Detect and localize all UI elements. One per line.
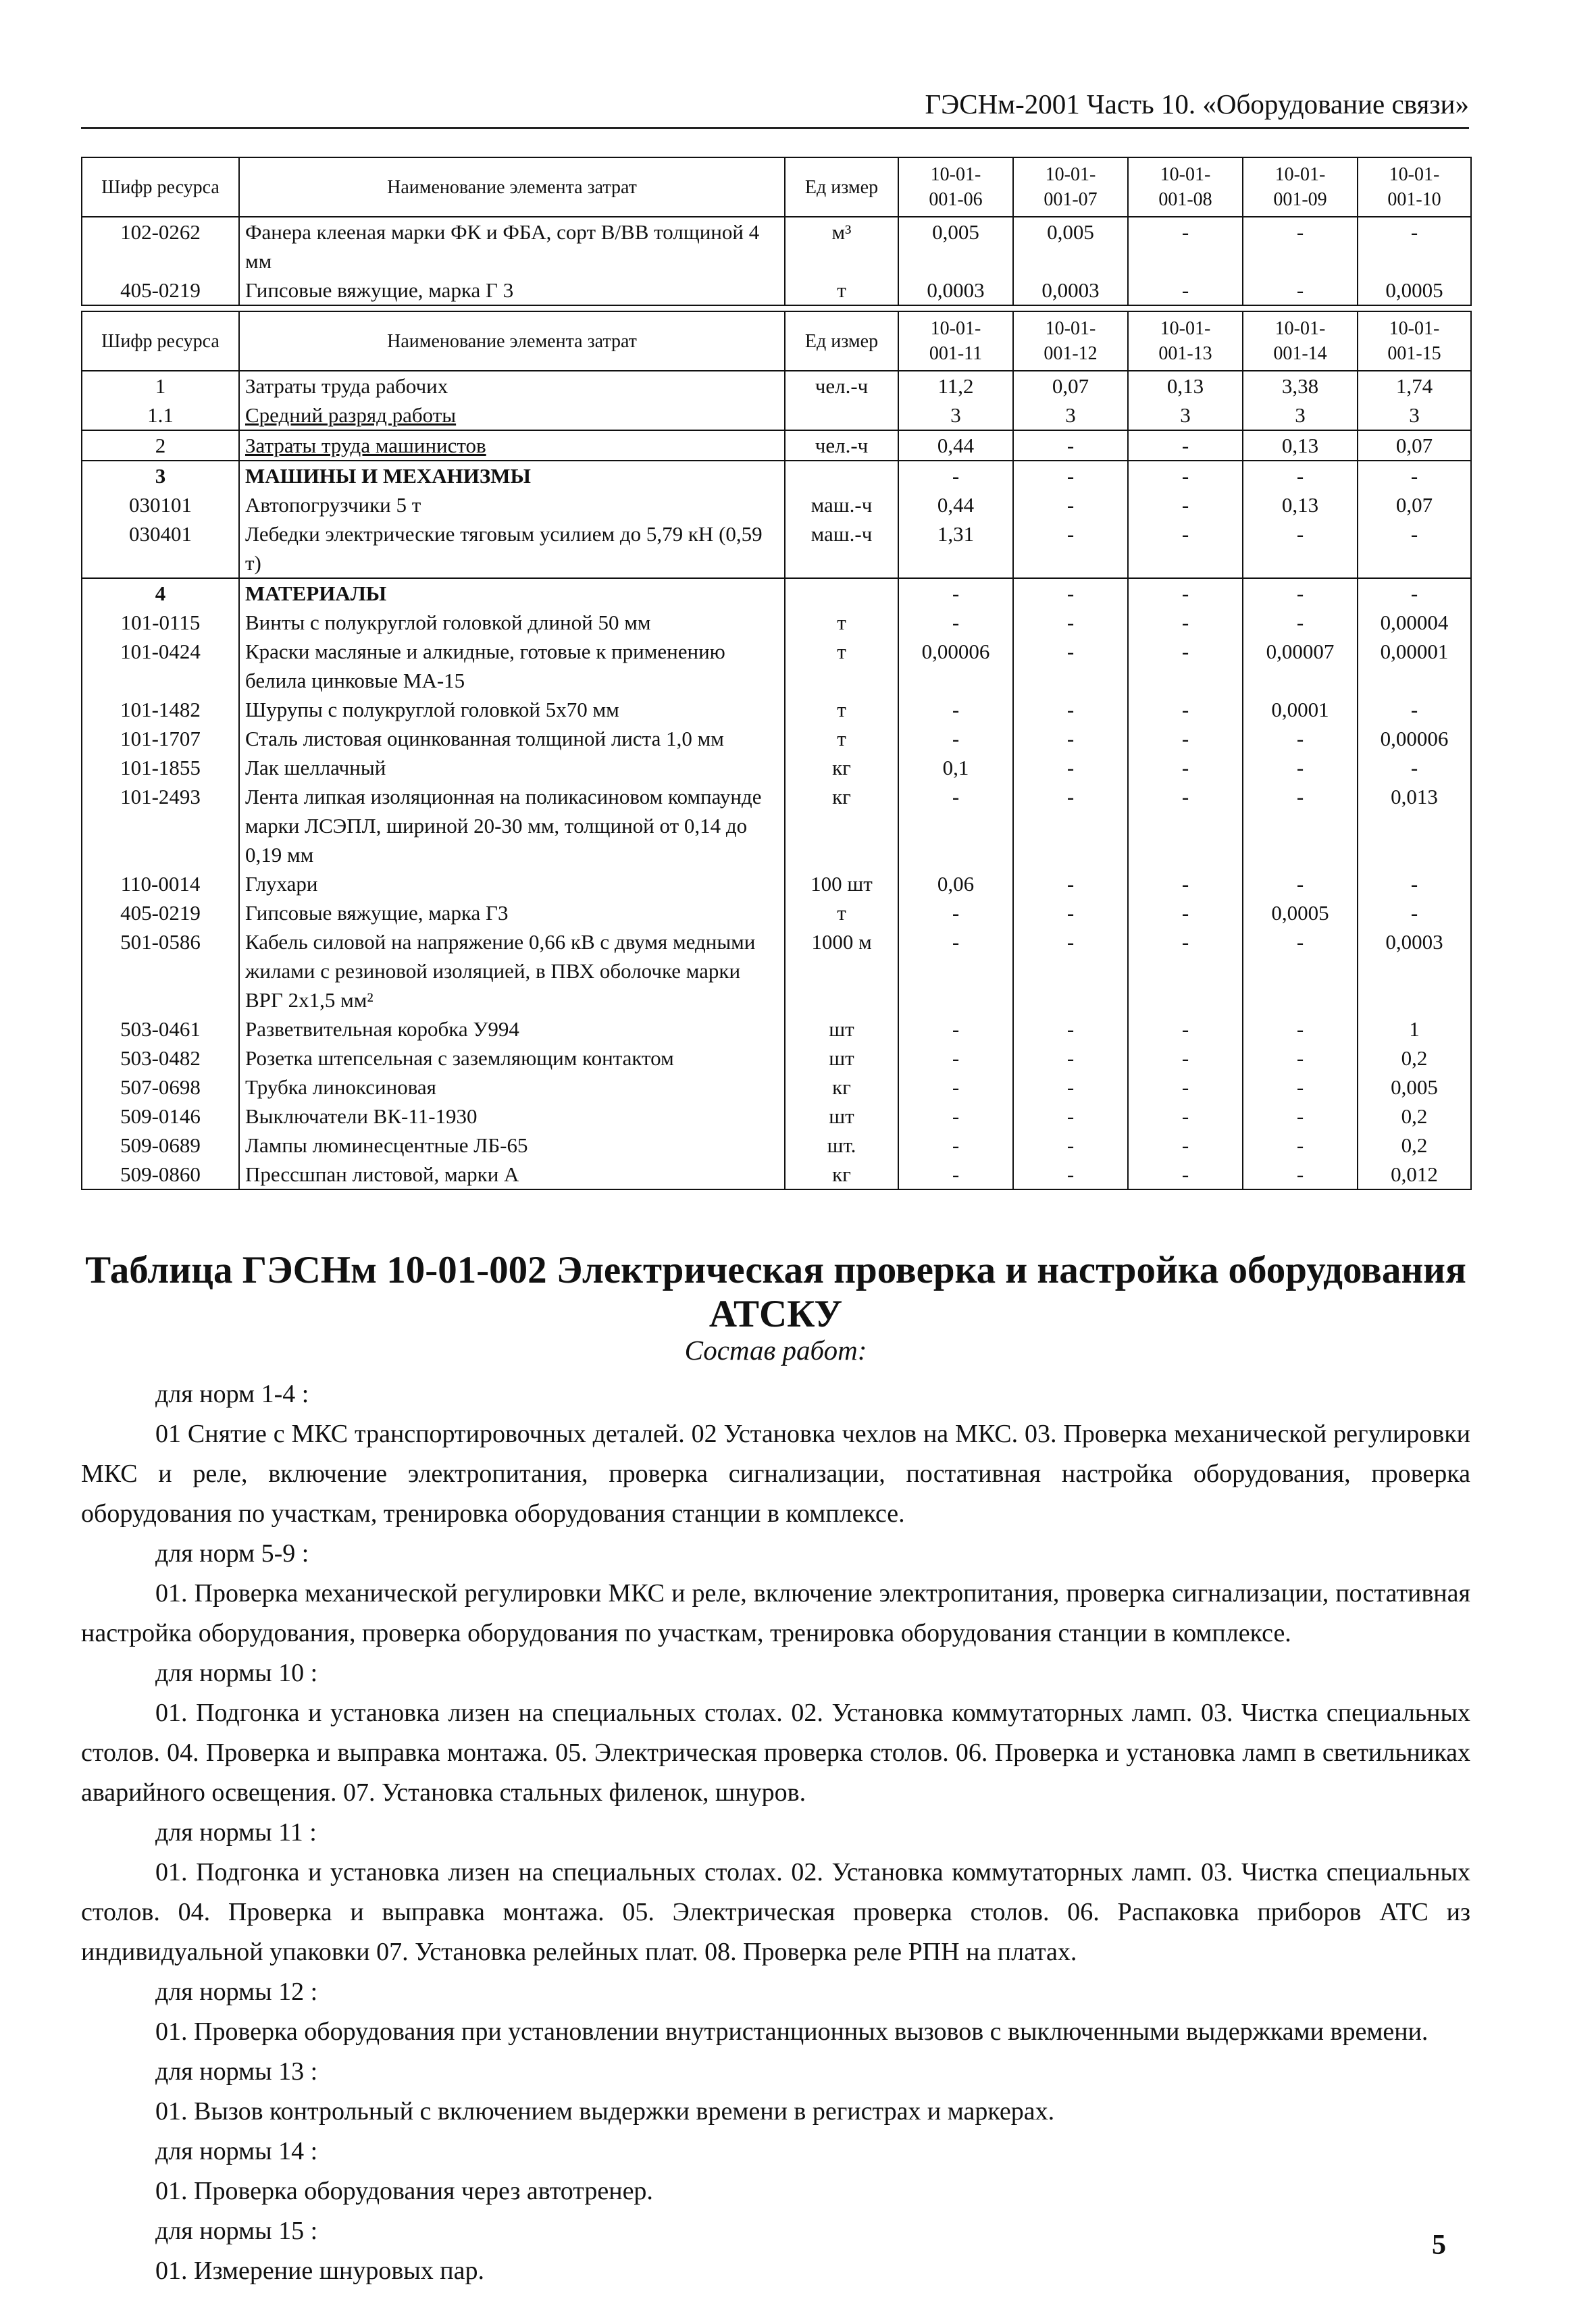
table-row <box>82 782 1471 869</box>
value-cell: - <box>1013 927 1128 1014</box>
resource-name: Краски масляные и алкидные, готовые к применению белила цинковые МА-15 <box>239 637 785 695</box>
value-cell: - <box>1128 724 1243 753</box>
resource-name: Затраты труда рабочих <box>239 371 785 401</box>
value-cell: 0,00006 <box>1358 724 1471 753</box>
value-cell: - <box>898 1044 1013 1073</box>
value-cell: 3 <box>898 401 1013 430</box>
table-title: Таблица ГЭСНм 10-01-002 Электрическая проверка и настройка оборудования АТСКУ <box>85 1249 1466 1335</box>
resource-name: Винты с полукруглой головкой длиной 50 мм <box>239 608 785 637</box>
unit-cell: шт. <box>785 1131 898 1160</box>
resource-name: Затраты труда машинистов <box>239 430 785 461</box>
norm-label: для нормы 12 : <box>155 1978 318 2006</box>
value-cell: 3,38 <box>1243 371 1358 401</box>
value-cell: - <box>1128 898 1243 927</box>
value-cell: 0,0003 <box>1013 276 1128 305</box>
table-row <box>82 401 1471 430</box>
value-cell: - <box>1128 461 1243 490</box>
resource-name: Гипсовые вяжущие, марка Г 3 <box>239 276 785 305</box>
value-cell: - <box>1358 578 1471 608</box>
resource-name: Сталь листовая оцинкованная толщиной листа 1,0 мм <box>239 724 785 753</box>
resource-code: 509-0860 <box>82 1160 239 1189</box>
value-cell: - <box>1128 869 1243 898</box>
value-cell: - <box>1128 608 1243 637</box>
resource-code: 503-0482 <box>82 1044 239 1073</box>
value-cell: - <box>1013 898 1128 927</box>
column-header: 10-01- 001-06 <box>898 157 1013 217</box>
table-row <box>82 927 1471 1014</box>
unit-cell: т <box>785 898 898 927</box>
unit-cell: т <box>785 608 898 637</box>
column-header: 10-01- 001-10 <box>1358 157 1471 217</box>
value-cell: - <box>1128 1102 1243 1131</box>
work-composition <box>81 1331 1470 2291</box>
resource-code: 507-0698 <box>82 1073 239 1102</box>
resource-code: 3 <box>82 461 239 490</box>
column-header: 10-01- 001-07 <box>1013 157 1128 217</box>
table-row <box>82 1014 1471 1044</box>
value-cell: - <box>1013 637 1128 695</box>
resource-name: Лента липкая изоляционная на поликасиновом компаунде марки ЛСЭПЛ, шириной 20-30 мм, толщиной от 0,14 до 0,19 мм <box>239 782 785 869</box>
norm-label: для нормы 11 : <box>155 1818 317 1847</box>
norm-text: 01. Подгонка и установка лизен на специальных столах. 02. Установка коммутаторных ламп. 03. Чистка специальных столов. 04. Проверка и выправка монтажа. 05. Электрическая проверка столов. 06. Распаковка приборов АТС из индивидуальной упаковки 07. Установка релейных плат. 08. Проверка реле РПН на платах. <box>81 1858 1470 1966</box>
value-cell: 0,0003 <box>1358 927 1471 1014</box>
value-cell: 0,2 <box>1358 1102 1471 1131</box>
value-cell: 0,06 <box>898 869 1013 898</box>
value-cell: 1,31 <box>898 519 1013 578</box>
resource-name: МАТЕРИАЛЫ <box>239 578 785 608</box>
value-cell: 0,13 <box>1243 490 1358 519</box>
table-row <box>82 724 1471 753</box>
value-cell: - <box>1013 1131 1128 1160</box>
value-cell: - <box>1358 695 1471 724</box>
value-cell: 0,00001 <box>1358 637 1471 695</box>
resource-name: Лебедки электрические тяговым усилием до 5,79 кН (0,59 т) <box>239 519 785 578</box>
value-cell: 0,00006 <box>898 637 1013 695</box>
unit-cell: м³ <box>785 217 898 276</box>
table-row <box>82 1160 1471 1189</box>
value-cell: - <box>1243 1014 1358 1044</box>
resource-name: Разветвительная коробка У994 <box>239 1014 785 1044</box>
value-cell: - <box>1013 753 1128 782</box>
resource-code: 509-0689 <box>82 1131 239 1160</box>
value-cell: - <box>898 461 1013 490</box>
value-cell: - <box>1243 217 1358 276</box>
value-cell: - <box>1243 1160 1358 1189</box>
unit-cell: шт <box>785 1044 898 1073</box>
value-cell: 0,13 <box>1128 371 1243 401</box>
value-cell: - <box>1243 1102 1358 1131</box>
unit-cell <box>785 461 898 490</box>
table-row <box>82 1102 1471 1131</box>
column-header: Наименование элемента затрат <box>239 311 785 371</box>
value-cell: 0,005 <box>898 217 1013 276</box>
value-cell: - <box>1128 1044 1243 1073</box>
table-row <box>82 1131 1471 1160</box>
value-cell: 0,44 <box>898 430 1013 461</box>
value-cell: - <box>1013 461 1128 490</box>
value-cell: 0,00004 <box>1358 608 1471 637</box>
value-cell: - <box>1128 578 1243 608</box>
resource-code: 101-0424 <box>82 637 239 695</box>
column-header: 10-01- 001-09 <box>1243 157 1358 217</box>
value-cell: - <box>898 1073 1013 1102</box>
resource-table-2 <box>81 311 1472 1190</box>
table-row <box>82 753 1471 782</box>
table-row <box>82 637 1471 695</box>
unit-cell: чел.-ч <box>785 371 898 401</box>
unit-cell: шт <box>785 1102 898 1131</box>
resource-code: 503-0461 <box>82 1014 239 1044</box>
value-cell: - <box>898 898 1013 927</box>
norm-text: 01. Проверка оборудования при установлении внутристанционных вызовов с выключенными выдержками времени. <box>155 2017 1428 2046</box>
value-cell: - <box>1013 1102 1128 1131</box>
value-cell: - <box>898 578 1013 608</box>
column-header: 10-01- 001-15 <box>1358 311 1471 371</box>
value-cell: 3 <box>1128 401 1243 430</box>
value-cell: - <box>1358 898 1471 927</box>
value-cell: - <box>1128 217 1243 276</box>
value-cell: - <box>898 695 1013 724</box>
norm-label: для нормы 10 : <box>155 1659 318 1687</box>
value-cell: 0,07 <box>1013 371 1128 401</box>
resource-name: Прессшпан листовой, марки А <box>239 1160 785 1189</box>
norm-text: 01. Проверка механической регулировки МКС и реле, включение электропитания, проверка сигнализации, постативная настройка оборудования, проверка оборудования по участкам, тренировка оборудования станции в комплексе. <box>81 1579 1470 1647</box>
resource-code: 1 <box>82 371 239 401</box>
value-cell: 0,2 <box>1358 1044 1471 1073</box>
value-cell: 0,005 <box>1358 1073 1471 1102</box>
table-row <box>82 519 1471 578</box>
value-cell: 3 <box>1358 401 1471 430</box>
value-cell: - <box>1243 578 1358 608</box>
norm-text: 01. Подгонка и установка лизен на специальных столах. 02. Установка коммутаторных ламп. 03. Чистка специальных столов. 04. Проверка и выправка монтажа. 05. Электрическая проверка столов. 06. Проверка и установка ламп в светильниках аварийного освещения. 07. Установка стальных филенок, шнуров. <box>81 1699 1470 1807</box>
unit-cell: кг <box>785 753 898 782</box>
column-header: Ед измер <box>785 311 898 371</box>
column-header: Шифр ресурса <box>82 311 239 371</box>
value-cell: - <box>1128 753 1243 782</box>
value-cell: - <box>1128 276 1243 305</box>
value-cell: - <box>1243 724 1358 753</box>
resource-code: 102-0262 <box>82 217 239 276</box>
value-cell: - <box>1243 276 1358 305</box>
value-cell: - <box>1358 869 1471 898</box>
unit-cell: кг <box>785 1073 898 1102</box>
table-row <box>82 695 1471 724</box>
value-cell: - <box>1128 430 1243 461</box>
resource-code: 405-0219 <box>82 898 239 927</box>
value-cell: 0,0001 <box>1243 695 1358 724</box>
value-cell: - <box>1013 1044 1128 1073</box>
value-cell: 0,0003 <box>898 276 1013 305</box>
table-row <box>82 1073 1471 1102</box>
unit-cell <box>785 401 898 430</box>
resource-table-1 <box>81 157 1472 306</box>
resource-code: 4 <box>82 578 239 608</box>
value-cell: - <box>1128 637 1243 695</box>
unit-cell: маш.-ч <box>785 519 898 578</box>
resource-code: 110-0014 <box>82 869 239 898</box>
value-cell: - <box>1243 927 1358 1014</box>
unit-cell: 1000 м <box>785 927 898 1014</box>
resource-code: 2 <box>82 430 239 461</box>
value-cell: - <box>1243 753 1358 782</box>
value-cell: - <box>1013 1073 1128 1102</box>
value-cell: - <box>1128 1073 1243 1102</box>
norm-text: 01. Измерение шнуровых пар. <box>155 2257 485 2285</box>
page-number: 5 <box>1432 2230 1446 2261</box>
column-header: 10-01- 001-08 <box>1128 157 1243 217</box>
norm-text: 01. Проверка оборудования через автотренер. <box>155 2177 653 2205</box>
resource-name: Гипсовые вяжущие, марка Г3 <box>239 898 785 927</box>
value-cell: - <box>1128 1160 1243 1189</box>
norm-label: для норм 5-9 : <box>155 1539 309 1568</box>
value-cell: - <box>1243 782 1358 869</box>
column-header: 10-01- 001-13 <box>1128 311 1243 371</box>
value-cell: - <box>1013 608 1128 637</box>
table-row <box>82 430 1471 461</box>
value-cell: - <box>1128 695 1243 724</box>
value-cell: - <box>1128 1131 1243 1160</box>
value-cell: 0,1 <box>898 753 1013 782</box>
table-row <box>82 490 1471 519</box>
norm-text: 01 Снятие с МКС транспортировочных деталей. 02 Установка чехлов на МКС. 03. Проверка механической регулировки МКС и реле, включение электропитания, проверка сигнализации, постативная настройка оборудования, проверка оборудования по участкам, тренировка оборудования станции в комплексе. <box>81 1420 1470 1528</box>
value-cell: - <box>1243 608 1358 637</box>
column-header: Наименование элемента затрат <box>239 157 785 217</box>
table-row <box>82 1044 1471 1073</box>
resource-code: 509-0146 <box>82 1102 239 1131</box>
column-header: 10-01- 001-12 <box>1013 311 1128 371</box>
value-cell: - <box>1243 869 1358 898</box>
resource-name: Лампы люминесцентные ЛБ-65 <box>239 1131 785 1160</box>
resource-code: 101-1855 <box>82 753 239 782</box>
table-row <box>82 608 1471 637</box>
resource-name: Фанера клееная марки ФК и ФБА, сорт В/ВВ толщиной 4 мм <box>239 217 785 276</box>
value-cell: 0,07 <box>1358 490 1471 519</box>
norm-label: для нормы 14 : <box>155 2137 318 2165</box>
resource-code: 405-0219 <box>82 276 239 305</box>
norm-label: для нормы 15 : <box>155 2217 318 2245</box>
value-cell: - <box>1128 782 1243 869</box>
table-row <box>82 578 1471 608</box>
unit-cell: т <box>785 724 898 753</box>
value-cell: - <box>1013 519 1128 578</box>
resource-name: Розетка штепсельная с заземляющим контактом <box>239 1044 785 1073</box>
table-row <box>82 371 1471 401</box>
column-header: Шифр ресурса <box>82 157 239 217</box>
unit-cell: чел.-ч <box>785 430 898 461</box>
table-row <box>82 276 1471 305</box>
unit-cell: т <box>785 276 898 305</box>
value-cell: 0,2 <box>1358 1131 1471 1160</box>
value-cell: - <box>898 1102 1013 1131</box>
value-cell: 0,0005 <box>1358 276 1471 305</box>
value-cell: - <box>1243 461 1358 490</box>
value-cell: 1,74 <box>1358 371 1471 401</box>
resource-name: Выключатели ВК-11-1930 <box>239 1102 785 1131</box>
value-cell: - <box>1358 461 1471 490</box>
value-cell: 0,44 <box>898 490 1013 519</box>
value-cell: - <box>1243 1131 1358 1160</box>
value-cell: - <box>1013 695 1128 724</box>
value-cell: - <box>1358 753 1471 782</box>
column-header: 10-01- 001-11 <box>898 311 1013 371</box>
table-row <box>82 869 1471 898</box>
value-cell: 3 <box>1013 401 1128 430</box>
value-cell: - <box>1243 519 1358 578</box>
value-cell: - <box>1013 1014 1128 1044</box>
value-cell: - <box>1013 782 1128 869</box>
resource-code: 101-2493 <box>82 782 239 869</box>
value-cell: - <box>898 1014 1013 1044</box>
value-cell: 0,012 <box>1358 1160 1471 1189</box>
value-cell: - <box>1013 1160 1128 1189</box>
value-cell: 1 <box>1358 1014 1471 1044</box>
norm-label: для нормы 13 : <box>155 2057 318 2086</box>
resource-code: 101-1707 <box>82 724 239 753</box>
unit-cell: т <box>785 695 898 724</box>
value-cell: 0,0005 <box>1243 898 1358 927</box>
resource-name: МАШИНЫ И МЕХАНИЗМЫ <box>239 461 785 490</box>
value-cell: - <box>898 724 1013 753</box>
unit-cell: кг <box>785 782 898 869</box>
table-row <box>82 898 1471 927</box>
resource-name: Кабель силовой на напряжение 0,66 кВ с двумя медными жилами с резиновой изоляцией, в ПВХ оболочке марки ВРГ 2х1,5 мм² <box>239 927 785 1014</box>
value-cell: - <box>1013 490 1128 519</box>
value-cell: - <box>898 1131 1013 1160</box>
value-cell: - <box>1128 927 1243 1014</box>
resource-name: Автопогрузчики 5 т <box>239 490 785 519</box>
norm-text: 01. Вызов контрольный с включением выдержки времени в регистрах и маркерах. <box>155 2097 1055 2126</box>
value-cell: - <box>898 1160 1013 1189</box>
value-cell: - <box>898 927 1013 1014</box>
resource-code: 030101 <box>82 490 239 519</box>
resource-code: 101-0115 <box>82 608 239 637</box>
value-cell: - <box>1358 519 1471 578</box>
value-cell: - <box>1013 724 1128 753</box>
unit-cell: маш.-ч <box>785 490 898 519</box>
column-header: Ед измер <box>785 157 898 217</box>
resource-name: Шурупы с полукруглой головкой 5х70 мм <box>239 695 785 724</box>
resource-name: Глухари <box>239 869 785 898</box>
value-cell: - <box>898 782 1013 869</box>
value-cell: 0,07 <box>1358 430 1471 461</box>
value-cell: 0,005 <box>1013 217 1128 276</box>
table-row <box>82 217 1471 276</box>
value-cell: 0,00007 <box>1243 637 1358 695</box>
resource-code: 1.1 <box>82 401 239 430</box>
work-composition-subtitle: Состав работ: <box>684 1335 867 1366</box>
value-cell: - <box>1013 430 1128 461</box>
resource-name: Лак шеллачный <box>239 753 785 782</box>
resource-name: Трубка линоксиновая <box>239 1073 785 1102</box>
value-cell: - <box>1243 1044 1358 1073</box>
value-cell: - <box>898 608 1013 637</box>
value-cell: 0,13 <box>1243 430 1358 461</box>
resource-code: 101-1482 <box>82 695 239 724</box>
value-cell: - <box>1013 869 1128 898</box>
norm-label: для норм 1-4 : <box>155 1380 309 1408</box>
page-header: ГЭСНм-2001 Часть 10. «Оборудование связи» <box>81 88 1469 129</box>
unit-cell: кг <box>785 1160 898 1189</box>
value-cell: 0,013 <box>1358 782 1471 869</box>
resource-code: 030401 <box>82 519 239 578</box>
value-cell: - <box>1013 578 1128 608</box>
value-cell: - <box>1128 490 1243 519</box>
value-cell: - <box>1358 217 1471 276</box>
column-header: 10-01- 001-14 <box>1243 311 1358 371</box>
resource-code: 501-0586 <box>82 927 239 1014</box>
resource-name: Средний разряд работы <box>239 401 785 430</box>
value-cell: - <box>1128 519 1243 578</box>
unit-cell: т <box>785 637 898 695</box>
unit-cell: 100 шт <box>785 869 898 898</box>
value-cell: - <box>1128 1014 1243 1044</box>
value-cell: 3 <box>1243 401 1358 430</box>
unit-cell <box>785 578 898 608</box>
value-cell: - <box>1243 1073 1358 1102</box>
value-cell: 11,2 <box>898 371 1013 401</box>
table-row <box>82 461 1471 490</box>
unit-cell: шт <box>785 1014 898 1044</box>
